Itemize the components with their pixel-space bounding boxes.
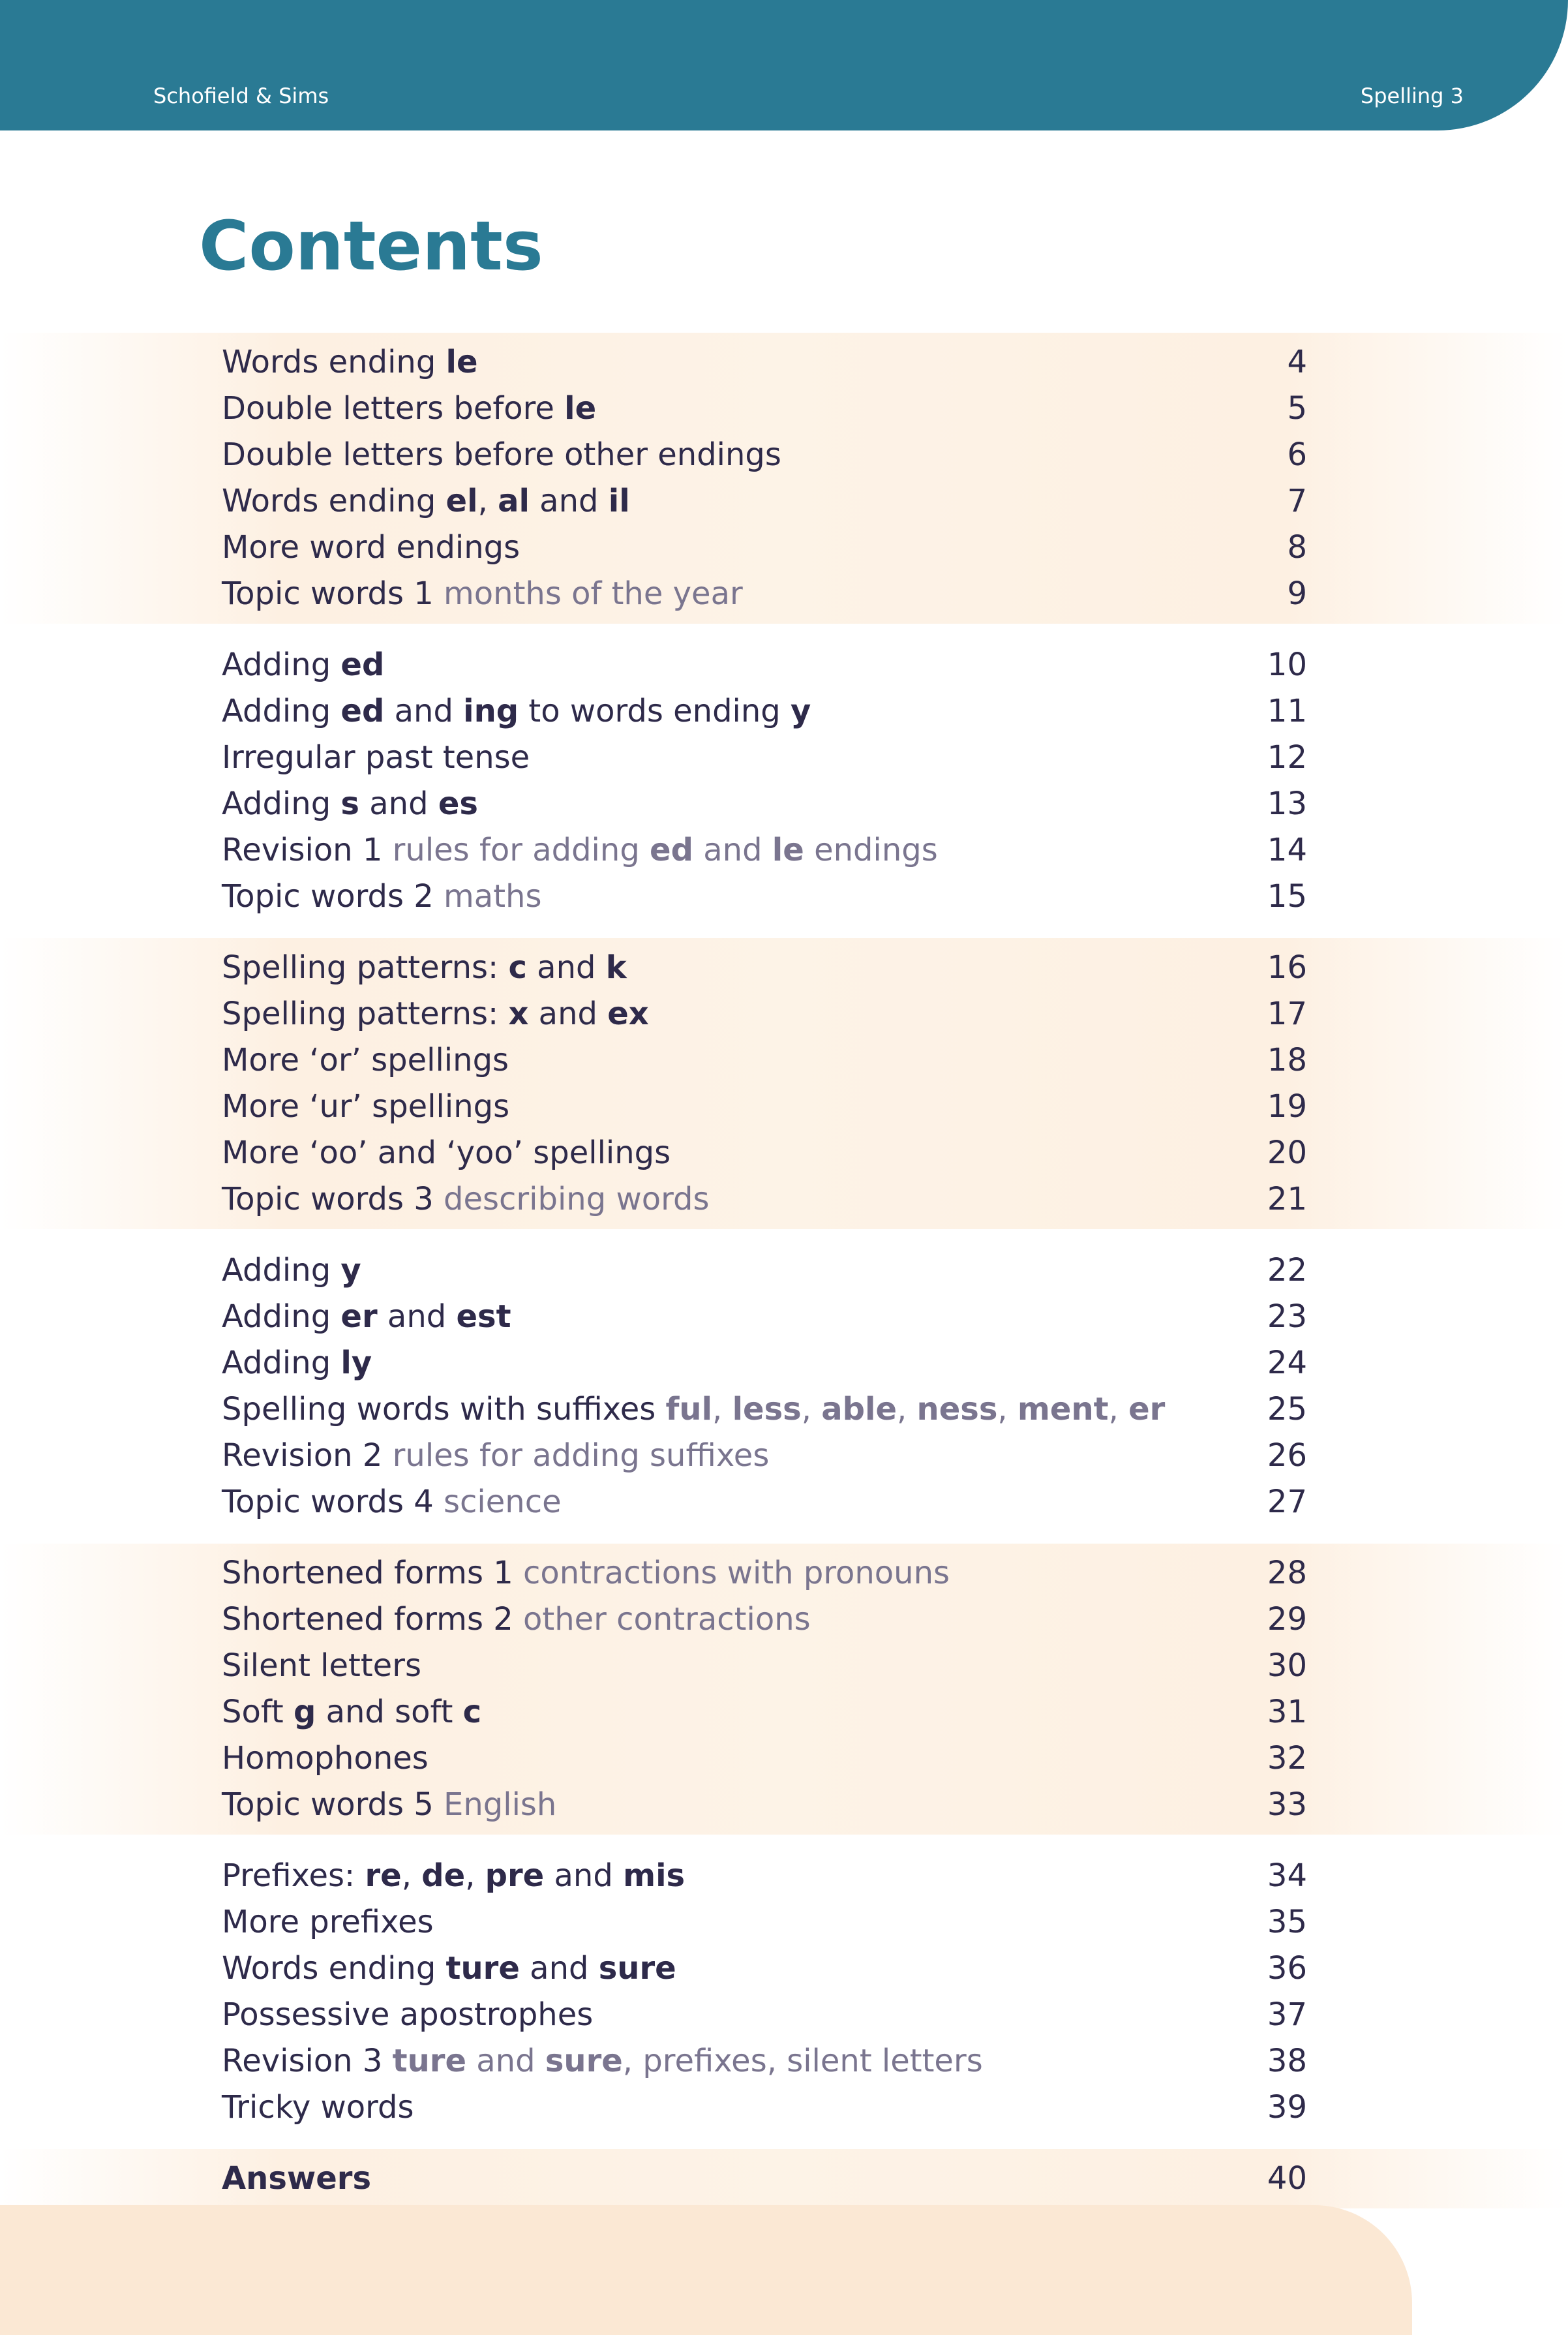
entry-title-part: Adding	[222, 786, 341, 822]
entry-page-number: 7	[1287, 483, 1307, 519]
entry-title-part: pre	[485, 1857, 545, 1894]
entry-title-part: c	[508, 949, 527, 986]
entry-title-part: Spelling patterns:	[222, 996, 509, 1032]
entry-title-part: and soft	[316, 1694, 463, 1730]
entry-title	[222, 1176, 709, 1223]
contents-entry	[0, 1782, 1568, 1828]
entry-page-number: 28	[1267, 1555, 1307, 1591]
entry-title-part: Adding	[222, 647, 341, 683]
contents-entry	[0, 688, 1568, 735]
contents-entry	[0, 571, 1568, 617]
entry-title	[222, 1735, 429, 1782]
entry-title-part: other contractions	[523, 1601, 811, 1638]
entry-page-number: 8	[1287, 529, 1307, 566]
entry-title-part: ed	[340, 647, 385, 683]
entry-title	[222, 478, 630, 525]
entry-page-number: 17	[1267, 996, 1307, 1032]
contents-entry	[0, 1735, 1568, 1782]
page-title: Contents	[199, 206, 543, 286]
entry-title-part: Silent letters	[222, 1647, 421, 1684]
entry-page-number: 24	[1267, 1345, 1307, 1381]
entry-title-part: re	[365, 1857, 402, 1894]
entry-title-part: Spelling words with suffixes	[222, 1391, 666, 1427]
contents-entry	[0, 1550, 1568, 1596]
contents-entry	[0, 1294, 1568, 1340]
entry-title	[222, 1247, 361, 1294]
entry-title	[222, 1643, 421, 1689]
entry-title-part: Topic words 1	[222, 575, 444, 612]
entry-page-number: 18	[1267, 1042, 1307, 1078]
entry-title-part: Irregular past tense	[222, 739, 530, 776]
contents-entry	[0, 1479, 1568, 1525]
contents-entry	[0, 525, 1568, 571]
entry-title-part: ful	[665, 1391, 713, 1427]
entry-title-part: ,	[712, 1391, 732, 1427]
entry-title	[222, 735, 530, 781]
entry-title	[222, 945, 627, 991]
entry-title-part: Homophones	[222, 1740, 429, 1777]
entry-page-number: 5	[1287, 390, 1307, 427]
entry-title-part: sure	[545, 2043, 623, 2079]
entry-title-part: and	[529, 483, 609, 519]
entry-page-number: 22	[1267, 1252, 1307, 1289]
entry-title	[222, 1853, 685, 1899]
entry-title	[222, 1479, 562, 1525]
contents-entry	[0, 827, 1568, 874]
entry-title-part: endings	[804, 832, 938, 868]
entry-title	[222, 1294, 511, 1340]
contents-entry	[0, 1689, 1568, 1735]
entry-title-part: maths	[444, 878, 542, 915]
entry-title-part: ,	[997, 1391, 1018, 1427]
entry-title-part: , prefixes, silent letters	[622, 2043, 983, 2079]
entry-title-part: and	[693, 832, 772, 868]
entry-page-number: 20	[1267, 1135, 1307, 1171]
entry-title-part: ture	[392, 2043, 466, 2079]
entry-page-number: 29	[1267, 1601, 1307, 1638]
entry-title-part: and	[544, 1857, 624, 1894]
entry-title	[222, 991, 649, 1037]
entry-page-number: 39	[1267, 2089, 1307, 2126]
entry-title-part: Double letters before	[222, 390, 565, 427]
entry-title	[222, 781, 478, 827]
entry-title	[222, 432, 781, 478]
entry-title-part: y	[340, 1252, 361, 1289]
contents-entry	[0, 781, 1568, 827]
entry-title	[222, 1992, 593, 2038]
entry-title	[222, 1433, 769, 1479]
contents-entry	[0, 1596, 1568, 1643]
entry-page-number: 21	[1267, 1181, 1307, 1217]
contents-entry	[0, 2084, 1568, 2131]
entry-page-number: 31	[1267, 1694, 1307, 1730]
entry-title-part: Tricky words	[222, 2089, 414, 2126]
entry-title	[222, 642, 384, 688]
entry-title-part: est	[456, 1298, 511, 1335]
entry-title-part: More word endings	[222, 529, 520, 566]
entry-title-part: More prefixes	[222, 1904, 434, 1940]
contents-entry	[0, 1176, 1568, 1223]
entry-title-part: er	[1128, 1391, 1166, 1427]
entry-title-part: Revision 1	[222, 832, 393, 868]
entry-title-part: More ‘oo’ and ‘yoo’ spellings	[222, 1135, 671, 1171]
entry-title-part: mis	[623, 1857, 686, 1894]
entry-title	[222, 1550, 950, 1596]
contents-entry	[0, 1037, 1568, 1084]
entry-title	[222, 339, 478, 386]
contents-entry	[0, 432, 1568, 478]
entry-title-part: Revision 2	[222, 1437, 393, 1474]
publisher-name: Schofield & Sims	[153, 84, 329, 108]
entry-title	[222, 2084, 414, 2131]
contents-list	[0, 333, 1568, 2220]
entry-title	[222, 1386, 1165, 1433]
entry-page-number: 37	[1267, 1996, 1307, 2033]
entry-title-part: y	[791, 693, 811, 729]
entry-title-part: More ‘ur’ spellings	[222, 1088, 510, 1125]
entry-page-number: 14	[1267, 832, 1307, 868]
entry-title-part: ,	[801, 1391, 822, 1427]
entry-title-part: Topic words 2	[222, 878, 444, 915]
footer-band	[0, 2205, 1412, 2335]
contents-entry	[0, 642, 1568, 688]
entry-title-part: s	[340, 786, 359, 822]
contents-section	[0, 1241, 1568, 1532]
contents-entry	[0, 1084, 1568, 1130]
entry-page-number: 33	[1267, 1786, 1307, 1823]
entry-title-part: and	[526, 949, 606, 986]
contents-entry	[0, 1130, 1568, 1176]
entry-title-part: Adding	[222, 1345, 341, 1381]
entry-page-number: 36	[1267, 1950, 1307, 1987]
entry-title-part: Adding	[222, 1252, 341, 1289]
contents-entry	[0, 1643, 1568, 1689]
entry-page-number: 4	[1287, 344, 1307, 380]
entry-title-part: le	[445, 344, 478, 380]
entry-page-number: 9	[1287, 575, 1307, 612]
entry-title-part: and	[466, 2043, 545, 2079]
contents-entry	[0, 1340, 1568, 1386]
entry-title-part: and	[519, 1950, 599, 1987]
entry-title-part: k	[605, 949, 627, 986]
contents-section	[0, 1544, 1568, 1835]
entry-title-part: and	[359, 786, 438, 822]
entry-title	[222, 1130, 671, 1176]
entry-title-part: able	[821, 1391, 897, 1427]
entry-page-number: 32	[1267, 1740, 1307, 1777]
entry-title-part: sure	[598, 1950, 676, 1987]
contents-entry	[0, 2156, 1568, 2202]
entry-title-part: al	[498, 483, 530, 519]
entry-title-part: Topic words 5	[222, 1786, 444, 1823]
entry-title-part: to words ending	[519, 693, 791, 729]
contents-entry	[0, 339, 1568, 386]
entry-title	[222, 1689, 481, 1735]
entry-title-part: g	[293, 1694, 316, 1730]
entry-page-number: 6	[1287, 436, 1307, 473]
contents-entry	[0, 874, 1568, 920]
entry-page-number: 11	[1267, 693, 1307, 729]
entry-page-number: 38	[1267, 2043, 1307, 2079]
entry-page-number: 25	[1267, 1391, 1307, 1427]
entry-title-part: ly	[340, 1345, 372, 1381]
contents-entry	[0, 1992, 1568, 2038]
entry-page-number: 15	[1267, 878, 1307, 915]
contents-entry	[0, 1247, 1568, 1294]
entry-title-part: ,	[477, 483, 498, 519]
entry-title-part: Answers	[222, 2160, 372, 2197]
entry-title-part: describing words	[444, 1181, 710, 1217]
entry-title-part: Adding	[222, 1298, 341, 1335]
entry-title	[222, 688, 811, 735]
entry-title-part: ex	[607, 996, 649, 1032]
entry-page-number: 35	[1267, 1904, 1307, 1940]
entry-title-part: Revision 3	[222, 2043, 393, 2079]
entry-title-part: ,	[401, 1857, 422, 1894]
entry-page-number: 40	[1267, 2160, 1307, 2197]
contents-section	[0, 938, 1568, 1229]
entry-title-part: Adding	[222, 693, 341, 729]
contents-entry	[0, 1386, 1568, 1433]
entry-title	[222, 571, 743, 617]
contents-entry	[0, 1853, 1568, 1899]
entry-page-number: 23	[1267, 1298, 1307, 1335]
entry-title-part: le	[772, 832, 804, 868]
entry-title	[222, 1782, 556, 1828]
entry-title-part: Prefixes:	[222, 1857, 365, 1894]
entry-title-part: More ‘or’ spellings	[222, 1042, 509, 1078]
contents-entry	[0, 1899, 1568, 1946]
entry-title-part: Double letters before other endings	[222, 436, 781, 473]
contents-entry	[0, 735, 1568, 781]
entry-title-part: rules for adding suffixes	[392, 1437, 770, 1474]
entry-page-number: 12	[1267, 739, 1307, 776]
contents-entry	[0, 2038, 1568, 2084]
entry-page-number: 13	[1267, 786, 1307, 822]
contents-section	[0, 1846, 1568, 2137]
entry-title-part: ed	[650, 832, 693, 868]
contents-entry	[0, 478, 1568, 525]
entry-title-part: Possessive apostrophes	[222, 1996, 594, 2033]
entry-title-part: contractions with pronouns	[523, 1555, 950, 1591]
entry-page-number: 30	[1267, 1647, 1307, 1684]
entry-page-number: 10	[1267, 647, 1307, 683]
entry-title	[222, 2156, 371, 2202]
entry-title-part: science	[444, 1484, 562, 1520]
entry-title-part: el	[445, 483, 478, 519]
entry-title-part: ed	[340, 693, 385, 729]
header-band	[0, 0, 1568, 130]
entry-title	[222, 1899, 434, 1946]
entry-title-part: Shortened forms 2	[222, 1601, 523, 1638]
entry-title-part: Spelling patterns:	[222, 949, 509, 986]
entry-page-number: 19	[1267, 1088, 1307, 1125]
entry-title-part: Words ending	[222, 344, 446, 380]
entry-title-part: Words ending	[222, 1950, 446, 1987]
entry-title	[222, 1596, 811, 1643]
entry-page-number: 16	[1267, 949, 1307, 986]
entry-title-part: less	[732, 1391, 802, 1427]
contents-entry	[0, 1946, 1568, 1992]
entry-title-part: le	[564, 390, 597, 427]
contents-section	[0, 635, 1568, 926]
entry-title-part: rules for adding	[392, 832, 650, 868]
contents-entry	[0, 386, 1568, 432]
entry-title	[222, 386, 596, 432]
entry-title-part: months of the year	[444, 575, 743, 612]
entry-title-part: ,	[897, 1391, 917, 1427]
entry-title	[222, 2038, 983, 2084]
entry-title	[222, 827, 938, 874]
entry-title-part: ing	[463, 693, 519, 729]
entry-title-part: Soft	[222, 1694, 294, 1730]
entry-title-part: c	[462, 1694, 482, 1730]
entry-title	[222, 1340, 372, 1386]
entry-title-part: er	[340, 1298, 378, 1335]
contents-section	[0, 333, 1568, 624]
entry-page-number: 27	[1267, 1484, 1307, 1520]
contents-entry	[0, 1433, 1568, 1479]
entry-title	[222, 1946, 676, 1992]
entry-title-part: Topic words 3	[222, 1181, 444, 1217]
entry-title-part: ture	[445, 1950, 520, 1987]
entry-title-part: ness	[916, 1391, 998, 1427]
entry-title-part: ment	[1017, 1391, 1109, 1427]
entry-title-part: and	[377, 1298, 457, 1335]
entry-title-part: ,	[1108, 1391, 1129, 1427]
entry-title-part: and	[384, 693, 464, 729]
entry-title-part: Shortened forms 1	[222, 1555, 523, 1591]
entry-title-part: English	[444, 1786, 557, 1823]
entry-title	[222, 525, 520, 571]
contents-entry	[0, 945, 1568, 991]
entry-title-part: es	[438, 786, 478, 822]
entry-title	[222, 874, 541, 920]
entry-title-part: ,	[465, 1857, 485, 1894]
contents-entry	[0, 991, 1568, 1037]
entry-title-part: Words ending	[222, 483, 446, 519]
entry-title	[222, 1037, 509, 1084]
entry-title	[222, 1084, 509, 1130]
entry-title-part: and	[528, 996, 608, 1032]
entry-title-part: il	[608, 483, 630, 519]
entry-title-part: x	[508, 996, 529, 1032]
entry-page-number: 34	[1267, 1857, 1307, 1894]
contents-section	[0, 2149, 1568, 2208]
book-title: Spelling 3	[1360, 84, 1464, 108]
entry-title-part: de	[421, 1857, 466, 1894]
entry-title-part: Topic words 4	[222, 1484, 444, 1520]
entry-page-number: 26	[1267, 1437, 1307, 1474]
